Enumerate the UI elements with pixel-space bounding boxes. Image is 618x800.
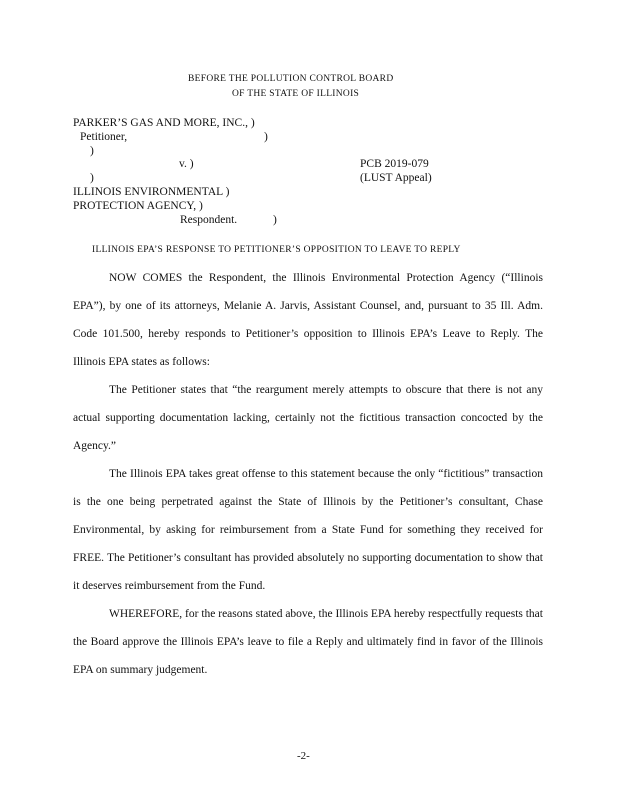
document-title: ILLINOIS EPA’S RESPONSE TO PETITIONER’S OPPOSITION TO LEAVE TO REPLY xyxy=(92,245,461,255)
paragraph: NOW COMES the Respondent, the Illinois Environmental Protection Agency (“Illinois EPA”), by one of its attorneys, Melanie A. Jarvis, Assistant Counsel, and, pursuant to 35 Ill. Adm. Code 101.500, hereby responds to Petitioner’s opposition to Illinois EPA’s Leave to Reply. The Illinois EPA states as follows: xyxy=(73,272,543,368)
caption-paren: ) xyxy=(90,172,94,184)
caption-case-type: (LUST Appeal) xyxy=(360,172,432,184)
caption-paren: ) xyxy=(90,145,94,157)
caption-petitioner-role: Petitioner, xyxy=(80,131,128,143)
caption-versus: v. ) xyxy=(179,158,194,170)
page-number: -2- xyxy=(297,750,310,762)
paragraph: The Petitioner states that “the reargument merely attempts to obscure that there is not any actual supporting documentation lacking, certainly not the fictitious transaction concocted by the Agency.” xyxy=(73,384,543,452)
body-text xyxy=(73,264,543,684)
caption-respondent-line1: ILLINOIS ENVIRONMENTAL ) xyxy=(73,186,230,198)
caption-respondent-role: Respondent. xyxy=(180,214,238,226)
board-header-line2: OF THE STATE OF ILLINOIS xyxy=(232,89,360,99)
paragraph: WHEREFORE, for the reasons stated above, the Illinois EPA hereby respectfully requests that the Board approve the Illinois EPA’s leave to file a Reply and ultimately find in favor of the Illinois EPA on summary judgement. xyxy=(73,608,543,676)
caption-petitioner-name: PARKER’S GAS AND MORE, INC., ) xyxy=(73,117,255,129)
caption-respondent-line2: PROTECTION AGENCY, ) xyxy=(73,200,203,212)
caption-paren: ) xyxy=(273,214,277,226)
caption-case-number: PCB 2019-079 xyxy=(360,158,429,170)
paragraph: The Illinois EPA takes great offense to this statement because the only “fictitious” transaction is the one being perpetrated against the State of Illinois by the Petitioner’s consultant, Chase Environmental, by asking for reimbursement from a State Fund for something they received for FREE. The Petitioner’s consultant has provided absolutely no supporting documentation to show that it deserves reimbursement from the Fund. xyxy=(73,468,543,592)
caption-paren: ) xyxy=(264,131,268,143)
board-header-line1: BEFORE THE POLLUTION CONTROL BOARD xyxy=(188,74,394,84)
